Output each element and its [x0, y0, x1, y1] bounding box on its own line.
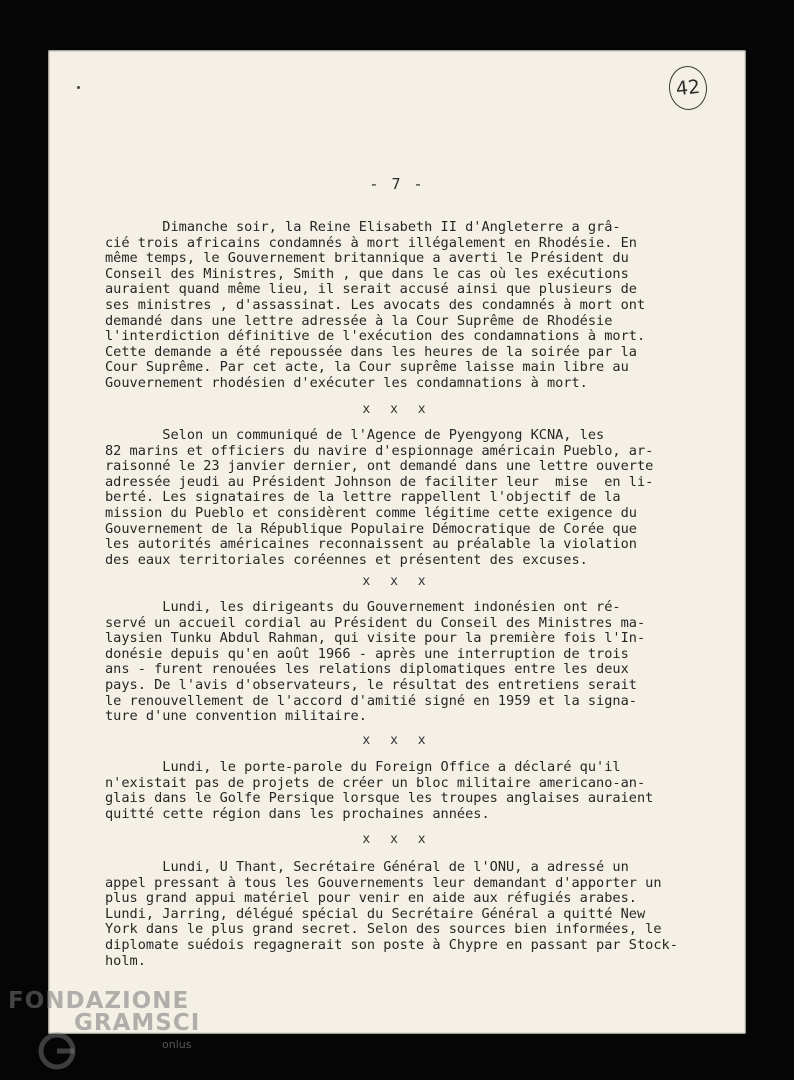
watermark-line2: GRAMSCI [74, 1010, 201, 1036]
paragraph-2: Selon un communiqué de l'Agence de Pyengyong KCNA, les 82 marins et officiers du navire d'espionnage américain Pueblo, ar- raisonné le 23 janvier dernier, ont demandé dans une lettre ouverte adressée jeudi au Président Johnson de faciliter leur mise en li- berté. Les signataires de la lettre rappellent l'objectif de la mission du Pueblo et considèrent comme légitime cette exigence du Gouvernement de la République Populaire Démocratique de Corée que les autorités américaines reconnaissent au préalable la violation des eaux territoriales coréennes et présentent des excuses. [105, 427, 654, 568]
paragraph-4: Lundi, le porte-parole du Foreign Office a déclaré qu'il n'existait pas de projets de créer un bloc militaire americano-an- glais dans le Golfe Persique lorsque les troupes anglaises auraient quitté cette région dans les prochaines années. [105, 759, 654, 822]
separator-3: x x x [362, 733, 432, 748]
paragraph-1: Dimanche soir, la Reine Elisabeth II d'Angleterre a grâ- cié trois africains condamnés à mort illégalement en Rhodésie. En même temps, le Gouvernement britannique a averti le Président du Conseil des Ministres, Smith , que dans le cas où les exécutions auraient quand même lieu, il serait accusé ainsi que plusieurs de ses ministres , d'assassinat. Les avocats des condamnés à mort ont demandé dans une lettre adressée à la Cour Suprême de Rhodésie l'interdiction définitive de l'exécution des condamnations à mort. Cette demande a été repoussée dans les heures de la soirée par la Cour Suprême. Par cet acte, la Cour suprême laisse main libre au Gouvernement rhodésien d'exécuter les condamnations à mort. [105, 219, 646, 391]
watermark-logo-icon [34, 1028, 80, 1074]
separator-4: x x x [362, 832, 432, 847]
watermark-line3: onlus [162, 1038, 192, 1051]
paragraph-5: Lundi, U Thant, Secrétaire Général de l'ONU, a adressé un appel pressant à tous les Gouvernements leur demandant d'apporter un plus grand appui matériel pour venir en aide aux réfugiés arabes. Lundi, Jarring, délégué spécial du Secrétaire Général a quitté New York dans le plus grand secret. Selon des sources bien informées, le diplomate suédois regagnerait son poste à Chypre en passant par Stock- holm. [105, 859, 678, 969]
archive-number: 42 [667, 64, 709, 112]
page-number: - 7 - [369, 175, 425, 193]
separator-2: x x x [362, 574, 432, 589]
watermark-line1: FONDAZIONE [8, 988, 190, 1014]
paragraph-3: Lundi, les dirigeants du Gouvernement indonésien ont ré- servé un accueil cordial au Président du Conseil des Ministres ma- laysien Tunku Abdul Rahman, qui visite pour la première fois l'In- donésie depuis qu'en août 1966 - après une interruption de trois ans - furent renouées les relations diplomatiques entre les deux pays. De l'avis d'observateurs, le résultat des entretiens serait le renouvellement de l'accord d'amitié signé en 1959 et la signa- ture d'une convention militaire. [105, 599, 646, 725]
separator-1: x x x [362, 402, 432, 417]
punch-mark [77, 86, 80, 89]
